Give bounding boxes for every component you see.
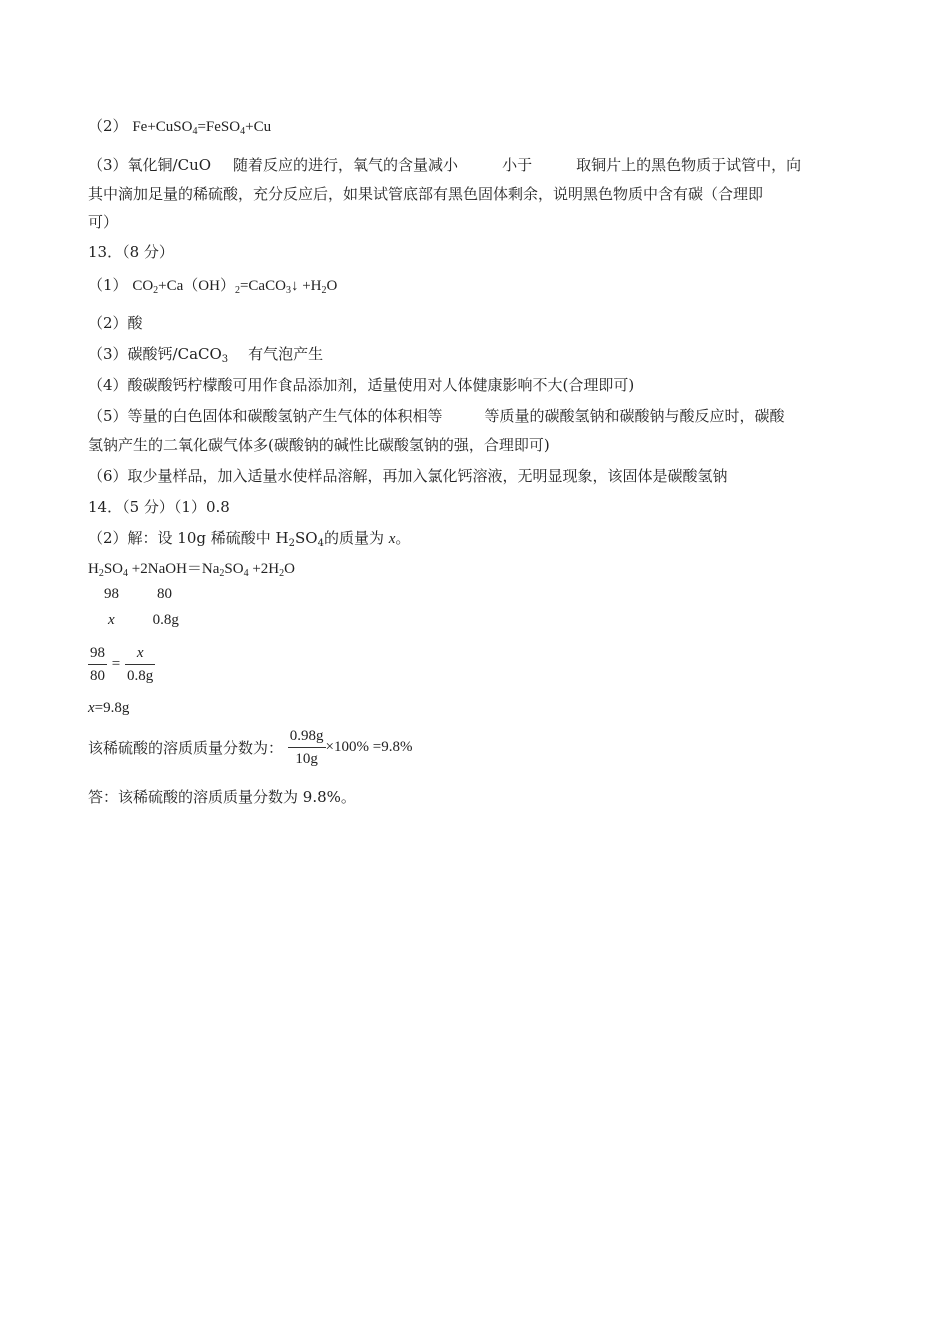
q14-mass-fraction bbox=[88, 725, 412, 770]
q14-quantities bbox=[108, 609, 179, 631]
q14-molar-masses bbox=[104, 583, 172, 605]
q13-part5-line1: （5）等量的白色固体和碳酸氢钠产生气体的体积相等 等质量的碳酸氢钠和碳酸钠与酸反应时，碳酸 bbox=[88, 407, 785, 425]
q14-answer: 答：该稀硫酸的溶质质量分数为 9.8%。 bbox=[88, 788, 356, 806]
q12-part2-label: （2） bbox=[88, 117, 128, 135]
q12-part3-answer-c: 小于 bbox=[502, 156, 533, 174]
q14-fraction: $\frac{0.98g}{10g}$ bbox=[288, 725, 326, 770]
q14-ratio: $\frac{98}{80}$ = $\frac{x}{0.8g}$ bbox=[88, 642, 155, 687]
q13-part1-equation: $CO_2+Ca(OH)_2=CaCO_3↓ +H_2O$ bbox=[132, 278, 338, 296]
q12-part3-line1 bbox=[88, 154, 801, 176]
q13-part5-line2: 氢钠产生的二氧化碳气体多(碳酸钠的碱性比碳酸氢钠的强，合理即可) bbox=[88, 436, 550, 454]
q14-ratio-right: $\frac{x}{0.8g}$ bbox=[125, 642, 155, 687]
q14-equation: $H_2SO_4$ $+2NaOH=Na_2SO_4 +2H_2O$ bbox=[88, 561, 295, 579]
q12-part3-line3: 可） bbox=[88, 213, 119, 231]
q12-part3-answer-d: 取铜片上的黑色物质于试管中，向 bbox=[576, 156, 802, 174]
q12-part3-answer-a: 氧化铜/CuO bbox=[127, 156, 212, 174]
q14-ratio-left: $\frac{98}{80}$ bbox=[88, 642, 107, 687]
q13-part3-observation: 有气泡产生 bbox=[248, 345, 324, 363]
q12-part2-line bbox=[88, 115, 271, 138]
q13-part1-label: （1） bbox=[88, 276, 128, 294]
q13-part5-answer-b: 等质量的碳酸氢钠和碳酸钠与酸反应时，碳酸 bbox=[484, 407, 785, 425]
q13-part2: （2）酸 bbox=[88, 314, 143, 332]
q13-part3: （3）碳酸钙/CaCO$_3$ 有气泡产生 bbox=[88, 345, 324, 365]
q12-part3-answer-b: 随着反应的进行，氧气的含量减小 bbox=[233, 156, 459, 174]
q14-mass-80: 80 bbox=[157, 586, 172, 602]
q14-fraction-label: 该稀硫酸的溶质质量分数为： bbox=[88, 739, 284, 757]
q14-fraction-tail: ×100% =9.8% bbox=[325, 739, 413, 755]
q13-header: 13．（8 分） bbox=[88, 243, 174, 261]
q12-part3-label: （3） bbox=[88, 156, 128, 174]
q14-header: 14．（5 分）（1）0.8 bbox=[88, 498, 230, 516]
q14-mass-98: 98 bbox=[104, 586, 119, 602]
q14-x-result: x=9.8g bbox=[88, 700, 130, 716]
q14-part2-setup: （2）解：设 10g 稀硫酸中 $H_2SO_4$的质量为 x。 bbox=[88, 529, 411, 549]
q13-part4: （4）酸碳酸钙柠檬酸可用作食品添加剂，适量使用对人体健康影响不大(合理即可) bbox=[88, 376, 635, 394]
q13-part6: （6）取少量样品，加入适量水使样品溶解，再加入氯化钙溶液，无明显现象，该固体是碳酸氢钠 bbox=[88, 467, 728, 485]
q13-part1-line bbox=[88, 274, 337, 297]
q12-part3-line2: 其中滴加足量的稀硫酸，充分反应后，如果试管底部有黑色固体剩余，说明黑色物质中含有碳（合理即 bbox=[88, 185, 764, 203]
q12-part2-equation: Fe+CuSO$_4$=FeSO$_4$+Cu bbox=[132, 119, 272, 137]
q14-x: x bbox=[108, 612, 115, 628]
q14-0-8g: 0.8g bbox=[152, 612, 179, 628]
